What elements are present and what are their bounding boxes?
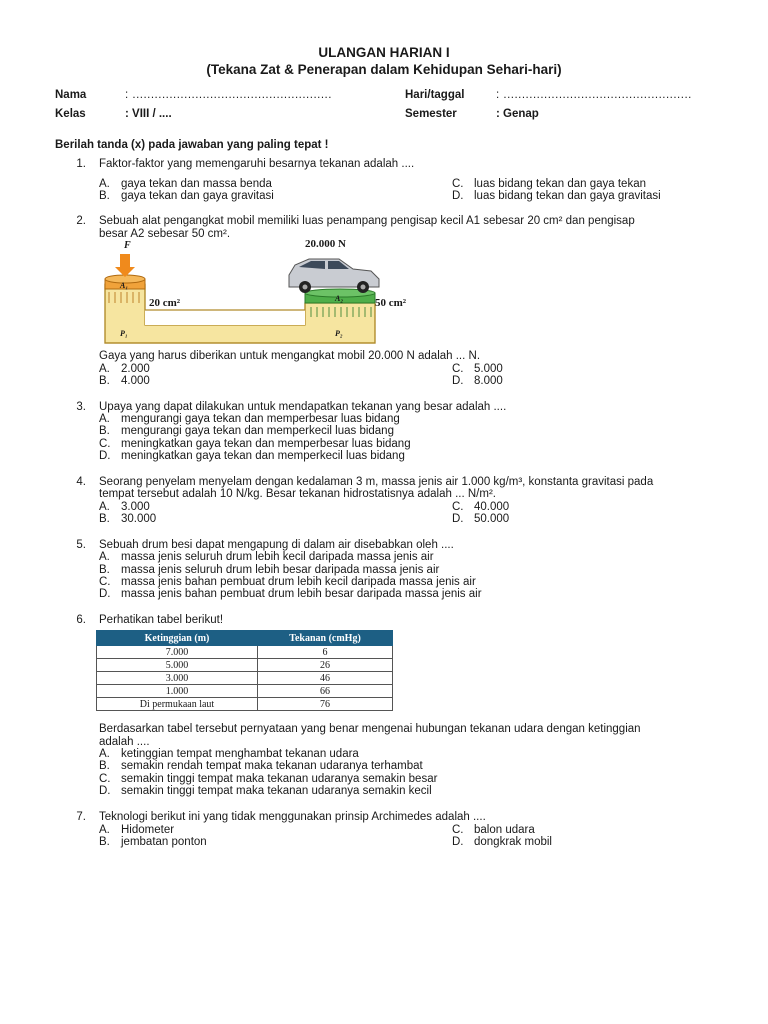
table-row [97,698,393,711]
q5-number: 5. [76,539,86,551]
table-header-pressure: Tekanan (cmHg) [258,631,393,646]
nama-label: Nama [55,89,87,101]
q6-table-wrapper [96,630,393,711]
table-row [97,646,393,659]
q2-option-a[interactable]: A. 2.000 [99,363,150,375]
fig-a1-label: A₁ [120,281,129,290]
q2-text-line2: besar A2 sebesar 50 cm². [99,228,231,240]
q3-text: Upaya yang dapat dilakukan untuk mendapatkan tekanan yang besar adalah .... [99,401,507,413]
q5-option-b[interactable]: B. massa jenis seluruh drum lebih besar daripada massa jenis air [99,564,440,576]
table-cell: Di permukaan laut [97,698,258,711]
q6-number: 6. [76,614,86,626]
kelas-label: Kelas [55,108,86,120]
q6-question-line2: adalah .... [99,736,150,748]
table-header-altitude: Ketinggian (m) [97,631,258,646]
q4-text-line2: tempat tersebut adalah 10 N/kg. Besar tekanan hidrostatisnya adalah ... N/m². [99,488,496,500]
q5-option-c[interactable]: C. massa jenis bahan pembuat drum lebih kecil daripada massa jenis air [99,576,476,588]
q2-number: 2. [76,215,86,227]
fig-a2-label: A₂ [335,294,344,303]
q4-option-a[interactable]: A. 3.000 [99,501,150,513]
hydraulic-lift-diagram [99,237,429,345]
q6-text: Perhatikan tabel berikut! [99,614,224,626]
table-cell: 6 [258,646,393,659]
q1-option-c[interactable]: C. luas bidang tekan dan gaya tekan [452,178,646,190]
q3-option-a[interactable]: A. mengurangi gaya tekan dan memperbesar luas bidang [99,413,400,425]
fig-area2-label: 50 cm² [375,297,407,309]
table-row [97,685,393,698]
kelas-field[interactable]: : VIII / .... [125,108,172,120]
q5-option-d[interactable]: D. massa jenis bahan pembuat drum lebih besar daripada massa jenis air [99,588,482,600]
fig-force-label: F [124,240,131,251]
q3-number: 3. [76,401,86,413]
q4-option-c[interactable]: C. 40.000 [452,501,510,513]
q1-number: 1. [76,158,86,170]
q5-option-a[interactable]: A. massa jenis seluruh drum lebih kecil daripada massa jenis air [99,551,434,563]
table-header-row [97,631,393,646]
exam-title: ULANGAN HARIAN I [318,45,450,60]
force-arrow [120,254,130,267]
hydraulic-lift-figure [99,237,429,345]
table-cell: 46 [258,672,393,685]
hari-field[interactable]: : ................................................... [496,89,692,101]
q4-number: 4. [76,476,86,488]
q2-option-d[interactable]: D. 8.000 [452,375,503,387]
q1-option-d[interactable]: D. luas bidang tekan dan gaya gravitasi [452,190,661,202]
q7-option-d[interactable]: D. dongkrak mobil [452,836,552,848]
instruction: Berilah tanda (x) pada jawaban yang paling tepat ! [55,139,329,151]
table-row [97,672,393,685]
car-icon [289,259,379,293]
q6-option-a[interactable]: A. ketinggian tempat menghambat tekanan udara [99,748,359,760]
q7-text: Teknologi berikut ini yang tidak menggunakan prinsip Archimedes adalah .... [99,811,486,823]
table-cell: 5.000 [97,659,258,672]
q4-option-b[interactable]: B. 30.000 [99,513,157,525]
q7-option-c[interactable]: C. balon udara [452,824,535,836]
altitude-pressure-table [96,630,393,711]
q2-option-c[interactable]: C. 5.000 [452,363,503,375]
q5-text: Sebuah drum besi dapat mengapung di dalam air disebabkan oleh .... [99,539,454,551]
q6-question-line1: Berdasarkan tabel tersebut pernyataan yang benar mengenai hubungan tekanan udara dengan ketinggian [99,723,641,735]
table-row [97,659,393,672]
q6-option-b[interactable]: B. semakin rendah tempat maka tekanan udaranya terhambat [99,760,423,772]
table-cell: 26 [258,659,393,672]
fig-p1-label: P₁ [120,329,128,338]
table-cell: 3.000 [97,672,258,685]
table-cell: 66 [258,685,393,698]
q1-option-b[interactable]: B. gaya tekan dan gaya gravitasi [99,190,274,202]
table-cell: 1.000 [97,685,258,698]
table-cell: 76 [258,698,393,711]
q3-option-c[interactable]: C. meningkatkan gaya tekan dan memperbesar luas bidang [99,438,411,450]
fig-p2-label: P₂ [335,329,343,338]
semester-label: Semester [405,108,457,120]
q7-option-b[interactable]: B. jembatan ponton [99,836,207,848]
q3-option-d[interactable]: D. meningkatkan gaya tekan dan memperkecil luas bidang [99,450,405,462]
semester-value: : Genap [496,108,539,120]
fig-weight-label: 20.000 N [305,238,346,250]
fig-area1-label: 20 cm² [149,297,181,309]
q3-option-b[interactable]: B. mengurangi gaya tekan dan memperkecil luas bidang [99,425,394,437]
q2-text-line1: Sebuah alat pengangkat mobil memiliki luas penampang pengisap kecil A1 sebesar 20 cm² dan pengisap [99,215,635,227]
nama-field[interactable]: : ...................................................... [125,89,332,101]
q4-option-d[interactable]: D. 50.000 [452,513,510,525]
q6-option-d[interactable]: D. semakin tinggi tempat maka tekanan udaranya semakin kecil [99,785,432,797]
q7-option-a[interactable]: A. Hidometer [99,824,175,836]
q4-text-line1: Seorang penyelam menyelam dengan kedalaman 3 m, massa jenis air 1.000 kg/m³, konstanta gravitasi pada [99,476,654,488]
exam-subtitle: (Tekana Zat & Penerapan dalam Kehidupan Sehari-hari) [206,62,562,77]
table-cell: 7.000 [97,646,258,659]
q6-option-c[interactable]: C. semakin tinggi tempat maka tekanan udaranya semakin besar [99,773,438,785]
q7-number: 7. [76,811,86,823]
q2-option-b[interactable]: B. 4.000 [99,375,150,387]
hari-label: Hari/taggal [405,89,465,101]
q2-question: Gaya yang harus diberikan untuk mengangkat mobil 20.000 N adalah ... N. [99,350,481,362]
q1-text: Faktor-faktor yang memengaruhi besarnya tekanan adalah .... [99,158,415,170]
q1-option-a[interactable]: A. gaya tekan dan massa benda [99,178,272,190]
